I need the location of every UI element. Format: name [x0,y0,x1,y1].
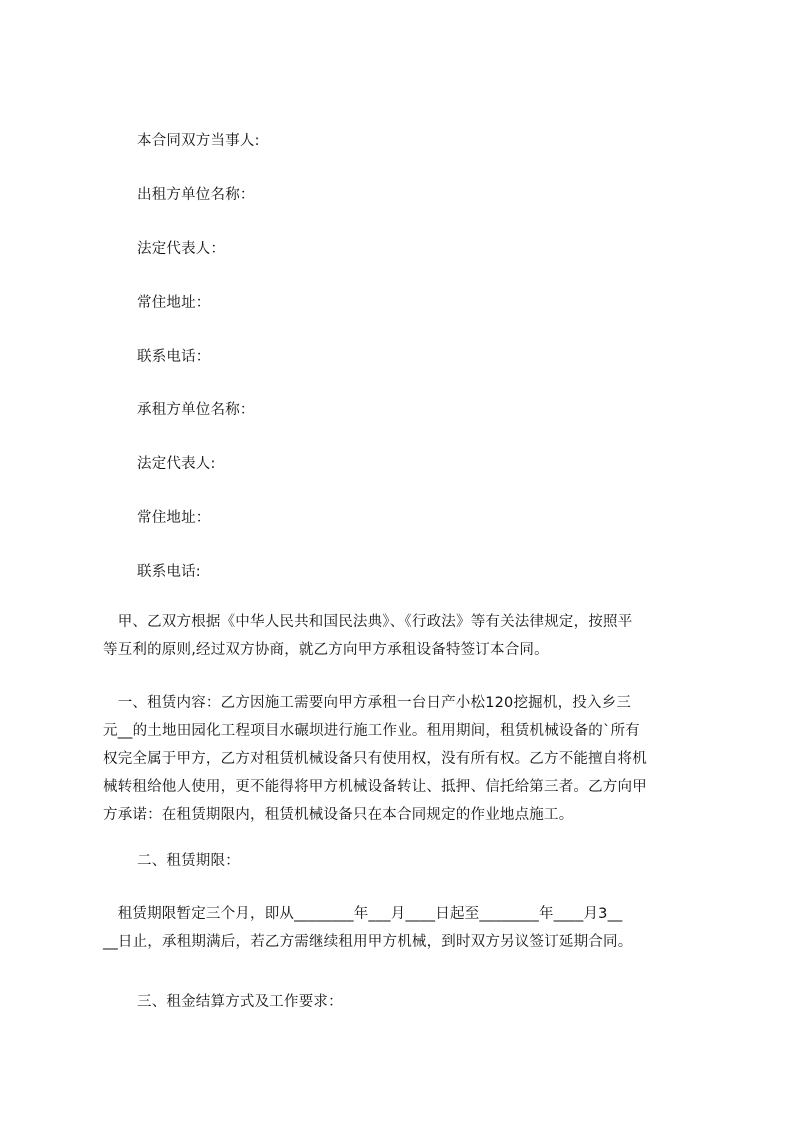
lessor-name-field: 出租方单位名称： [137,187,255,203]
section-1-line: 方承诺：在租赁期限内，租赁机械设备只在本合同规定的作业地点施工。 [103,807,574,823]
section-2-line: 租赁期限暂定三个月，即从________年___月____日起至________年____月3__ [103,906,623,922]
section-1-paragraph [103,689,703,829]
section-2-line: __日止，承租期满后，若乙方需继续租用甲方机械，到时双方另议签订延期合同。 [103,934,633,950]
lessor-address-field: 常住地址： [137,295,211,311]
section-2-heading: 二、租赁期限： [137,853,240,869]
section-1-line: 械转租给他人使用，更不能得将甲方机械设备转让、抵押、信托给第三者。乙方向甲 [103,779,647,795]
lessee-representative-field: 法定代表人: [137,456,216,472]
intro-paragraph [103,608,703,664]
section-1-line: 权完全属于甲方，乙方对租赁机械设备只有使用权，没有所有权。乙方不能擅自将机 [103,751,647,767]
section-2-paragraph [103,900,703,956]
intro-line: 等互利的原则,经过双方协商，就乙方向甲方承租设备特签订本合同。 [103,642,549,658]
section-3-heading: 三、租金结算方式及工作要求： [137,994,343,1010]
section-1-line: 一、租赁内容：乙方因施工需要向甲方承租一台日产小松120挖掘机，投入乡三 [103,695,632,711]
lessee-address-field: 常住地址： [137,510,211,526]
lessee-name-field: 承租方单位名称： [137,402,255,418]
lessor-representative-field: 法定代表人： [137,241,226,257]
party-header: 本合同双方当事人: [137,133,260,149]
lessor-phone-field: 联系电话： [137,349,211,365]
lessee-phone-field: 联系电话: [137,564,201,580]
section-1-line: 元__的土地田园化工程项目水碾坝进行施工作业。租用期间，租赁机械设备的`所有 [103,723,640,739]
intro-line: 甲、乙双方根据《中华人民共和国民法典》、《行政法》等有关法律规定，按照平 [103,614,633,630]
